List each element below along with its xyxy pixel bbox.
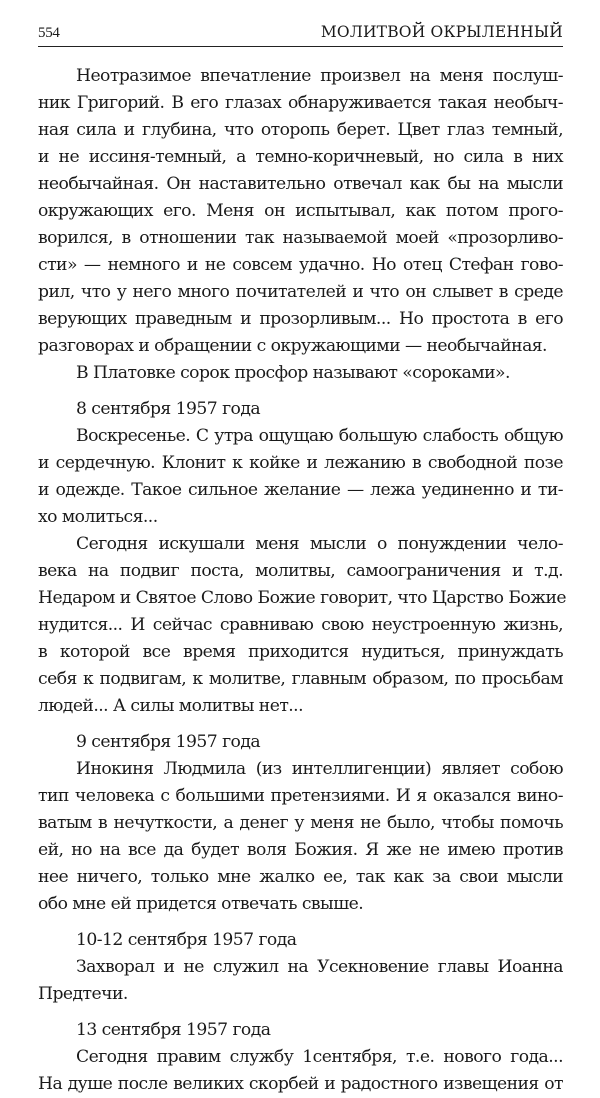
page-number: 554	[38, 25, 60, 41]
paragraph	[38, 954, 563, 1008]
diary-entry	[38, 927, 563, 1008]
text-line: окружающих его. Меня он испытывал, как потом прого-	[38, 201, 563, 221]
paragraph	[38, 360, 563, 387]
text-line: ная сила и глубина, что оторопь берет. Цвет глаз темный,	[38, 120, 563, 140]
paragraph	[38, 756, 563, 918]
text-line: Воскресенье. С утра ощущаю большую слабость общую	[76, 426, 563, 446]
entry-date: 9 сентября 1957 года	[76, 732, 261, 752]
text-line: Сегодня искушали меня мысли о понуждении чело-	[76, 534, 563, 554]
text-line: ник Григорий. В его глазах обнаруживается такая необыч-	[38, 93, 563, 113]
text-line: В Платовке сорок просфор называют «сороками».	[76, 363, 510, 383]
text-line: тип человека с большими претензиями. И я оказался вино-	[38, 786, 563, 806]
text-line: себя к подвигам, к молитве, главным образом, по просьбам	[38, 669, 563, 689]
text-line: Неотразимое впечатление произвел на меня послуш-	[76, 66, 563, 86]
text-line: разговорах и обращении с окружающими — необычайная.	[38, 336, 547, 356]
diary-entry	[38, 396, 567, 720]
text-line: рил, что у него много почитателей и что он слывет в среде	[38, 282, 563, 302]
text-line: сти» — немного и не совсем удачно. Но отец Стефан гово-	[38, 255, 563, 275]
text-line: ей, но на все да будет воля Божия. Я же не имею против	[38, 840, 563, 860]
text-line: Инокиня Людмила (из интеллигенции) являет собою	[76, 759, 563, 779]
text-line: людей... А силы молитвы нет...	[38, 696, 304, 716]
paragraph	[38, 1044, 563, 1098]
text-line: века на подвиг поста, молитвы, самоограничения и т.д.	[38, 561, 563, 581]
text-line: и одежде. Такое сильное желание — лежа уединенно и ти-	[38, 480, 563, 500]
entry-date: 10-12 сентября 1957 года	[76, 930, 297, 950]
entry-date: 13 сентября 1957 года	[76, 1020, 271, 1040]
text-line: в которой все время приходится нудиться, принуждать	[38, 642, 563, 662]
paragraph	[38, 63, 563, 360]
text-line: хо молиться...	[38, 507, 158, 527]
paragraph	[38, 531, 567, 720]
paragraph	[38, 423, 563, 531]
text-line: На душе после великих скорбей и радостного извещения от	[38, 1074, 563, 1094]
text-line: ватым в нечуткости, а денег у меня не было, чтобы помочь	[38, 813, 563, 833]
text-line: обо мне ей придется отвечать свыше.	[38, 894, 364, 914]
text-line: Предтечи.	[38, 984, 128, 1004]
running-title: МОЛИТВОЙ ОКРЫЛЕННЫЙ	[320, 23, 563, 41]
text-line: Сегодня правим службу 1сентября, т.е. нового года...	[76, 1047, 563, 1067]
running-header	[38, 22, 563, 47]
text-line: и не иссиня-темный, а темно-коричневый, но сила в них	[38, 147, 563, 167]
diary-entry	[38, 729, 563, 918]
diary-entry	[38, 1017, 563, 1098]
text-line: ворился, в отношении так называемой моей «прозорливо-	[38, 228, 563, 248]
text-line: нее ничего, только мне жалко ее, так как за свои мысли	[38, 867, 563, 887]
page-body	[38, 63, 567, 1098]
text-line: и сердечную. Клонит к койке и лежанию в свободной позе	[38, 453, 563, 473]
text-line: Захворал и не служил на Усекновение главы Иоанна	[76, 957, 563, 977]
text-line: необычайная. Он наставительно отвечал как бы на мысли	[38, 174, 563, 194]
entry-date: 8 сентября 1957 года	[76, 399, 261, 419]
text-line: Недаром и Святое Слово Божие говорит, что Царство Божие	[38, 588, 567, 608]
text-line: верующих праведным и прозорливым... Но простота в его	[38, 309, 563, 329]
text-line: нудится... И сейчас сравниваю свою неустроенную жизнь,	[38, 615, 563, 635]
